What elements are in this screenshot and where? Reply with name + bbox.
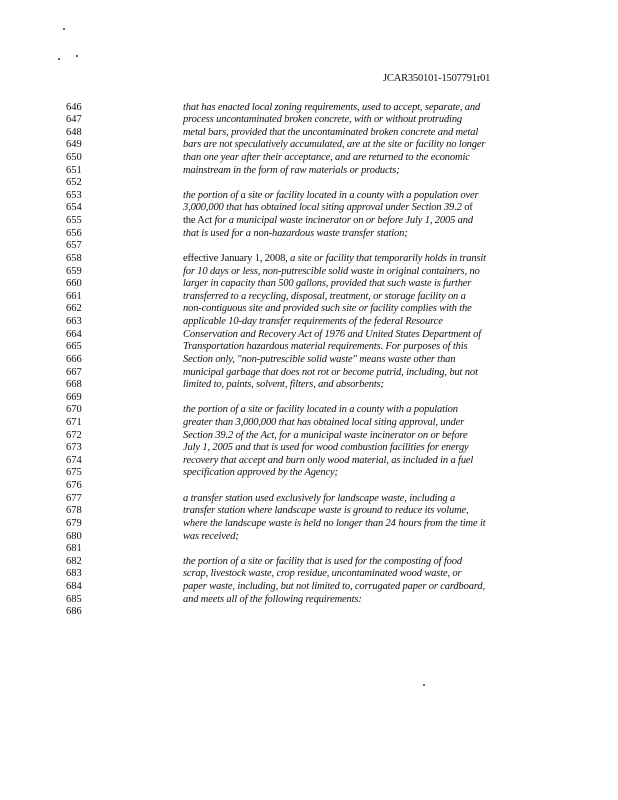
line-number: 680	[66, 530, 82, 542]
line-number: 681	[66, 543, 82, 555]
line-number: 658	[66, 252, 82, 264]
line-number: 665	[66, 341, 82, 353]
line-text: was received;	[183, 530, 239, 542]
line-number: 670	[66, 404, 82, 416]
line-number: 648	[66, 126, 82, 138]
line-text: that has enacted local zoning requirements, used to accept, separate, and	[183, 101, 481, 113]
line-text: greater than 3,000,000 that has obtained local siting approval, under	[183, 417, 465, 428]
line-number: 662	[66, 303, 82, 315]
line-number: 666	[66, 353, 82, 365]
line-number: 686	[66, 606, 82, 618]
line-number: 656	[66, 227, 82, 239]
line-number: 675	[66, 467, 82, 479]
line-number: 659	[66, 265, 82, 277]
scan-speck	[76, 55, 78, 57]
line-number: 646	[66, 101, 82, 113]
line-text: specification approved by the Agency;	[183, 467, 338, 479]
line-number: 651	[66, 164, 82, 176]
line-text: Transportation hazardous material requirements. For purposes of this	[183, 341, 468, 353]
line-text: where the landscape waste is held no longer than 24 hours from the time it	[183, 517, 486, 529]
line-number: 647	[66, 114, 82, 126]
line-text: applicable 10-day transfer requirements of the federal Resource	[183, 316, 443, 328]
line-text: that is used for a non-hazardous waste transfer station;	[183, 227, 408, 239]
line-number: 664	[66, 328, 82, 340]
line-number: 652	[66, 177, 82, 189]
line-text: Conservation and Recovery Act of 1976 and United States Department of	[183, 328, 481, 340]
line-number: 660	[66, 278, 82, 290]
line-text: bars are not speculatively accumulated, are at the site or facility no longer	[183, 139, 486, 151]
scan-speck	[423, 684, 425, 686]
line-text: recovery that accept and burn only wood material, as included in a fuel	[183, 454, 474, 466]
line-number: 682	[66, 555, 82, 567]
line-number: 673	[66, 442, 82, 454]
line-number: 653	[66, 189, 82, 201]
scan-speck	[63, 28, 65, 30]
line-number: 685	[66, 593, 82, 605]
line-number: 677	[66, 492, 82, 504]
line-number: 678	[66, 505, 82, 517]
line-text: limited to, paints, solvent, filters, and absorbents;	[183, 379, 384, 391]
line-text: 3,000,000 that has obtained local siting approval under Section 39.2 of	[183, 202, 473, 214]
line-text: a transfer station used exclusively for landscape waste, including a	[183, 492, 456, 504]
line-text: transferred to a recycling, disposal, treatment, or storage facility on a	[183, 290, 466, 302]
line-text: the Act for a municipal waste incinerator on or before July 1, 2005 and	[183, 215, 473, 227]
line-text: Section only, "non-putrescible solid waste" means waste other than	[183, 353, 456, 365]
line-text: municipal garbage that does not rot or become putrid, including, but not	[183, 366, 478, 378]
line-text: and meets all of the following requirements:	[183, 593, 362, 605]
line-number: 668	[66, 379, 82, 391]
line-number: 654	[66, 202, 82, 214]
line-number: 667	[66, 366, 82, 378]
line-number: 672	[66, 429, 82, 441]
line-number: 650	[66, 151, 82, 163]
line-number: 683	[66, 568, 82, 580]
line-number: 663	[66, 316, 82, 328]
line-number: 657	[66, 240, 82, 252]
line-number: 679	[66, 517, 82, 529]
line-text: metal bars, provided that the uncontaminated broken concrete and metal	[183, 126, 479, 138]
line-text: than one year after their acceptance, and are returned to the economic	[183, 151, 470, 163]
line-text: non-contiguous site and provided such site or facility complies with the	[183, 303, 472, 315]
line-text: paper waste, including, but not limited to, corrugated paper or cardboard,	[183, 581, 485, 593]
line-number: 684	[66, 581, 82, 593]
line-text: effective January 1, 2008, a site or facility that temporarily holds in transit	[183, 252, 486, 264]
line-number: 676	[66, 480, 82, 492]
line-number: 655	[66, 215, 82, 227]
line-text: Section 39.2 of the Act, for a municipal waste incinerator on or before	[183, 429, 468, 441]
line-text: the portion of a site or facility located in a county with a population over	[183, 189, 479, 201]
line-text: larger in capacity than 500 gallons, provided that such waste is further	[183, 278, 472, 290]
line-number: 649	[66, 139, 82, 151]
line-text: mainstream in the form of raw materials or products;	[183, 164, 400, 176]
line-text: the portion of a site or facility located in a county with a population	[183, 404, 458, 416]
line-text: the portion of a site or facility that is used for the composting of food	[183, 555, 462, 567]
line-number: 669	[66, 391, 82, 403]
line-number: 661	[66, 290, 82, 302]
line-text: transfer station where landscape waste is ground to reduce its volume,	[183, 505, 469, 517]
line-text: process uncontaminated broken concrete, with or without protruding	[183, 114, 463, 126]
line-number: 671	[66, 417, 82, 428]
line-number: 674	[66, 454, 82, 466]
scan-speck	[58, 58, 60, 60]
line-text: July 1, 2005 and that is used for wood combustion facilities for energy	[183, 442, 469, 454]
line-text: scrap, livestock waste, crop residue, uncontaminated wood waste, or	[183, 568, 462, 580]
document-id-header: JCAR350101-1507791r01	[383, 73, 491, 84]
line-text: for 10 days or less, non-putrescible solid waste in original containers, no	[183, 265, 480, 277]
